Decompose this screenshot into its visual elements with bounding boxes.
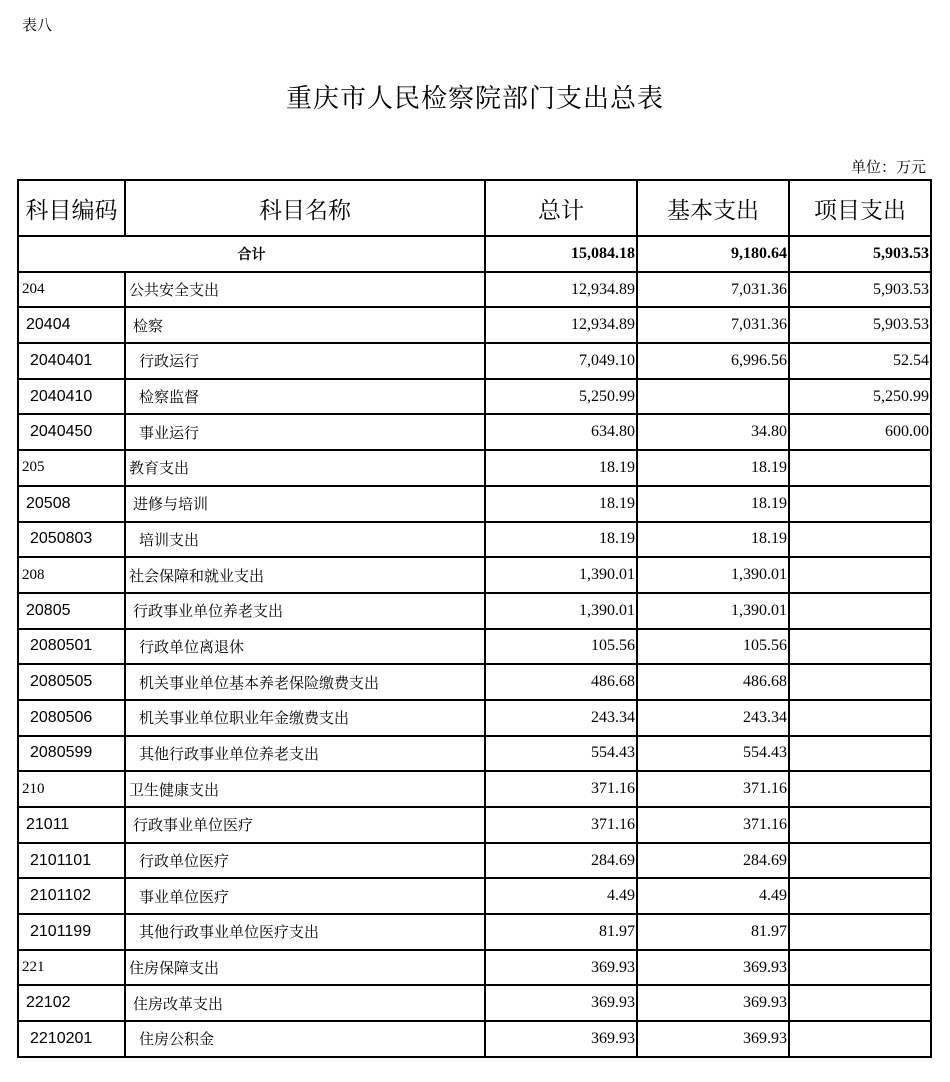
row-basic: 284.69 <box>637 843 789 879</box>
table-row <box>18 307 931 343</box>
table-row <box>18 629 931 665</box>
row-total: 105.56 <box>485 629 637 665</box>
row-basic <box>637 379 789 415</box>
row-code: 2040401 <box>18 343 125 379</box>
total-basic: 9,180.64 <box>637 236 789 272</box>
row-code: 2040410 <box>18 379 125 415</box>
row-project <box>789 771 931 807</box>
row-project <box>789 1021 931 1057</box>
header-basic: 基本支出 <box>637 180 789 236</box>
row-basic: 1,390.01 <box>637 557 789 593</box>
row-project <box>789 450 931 486</box>
row-name: 检察监督 <box>125 379 485 415</box>
row-project <box>789 629 931 665</box>
table-row <box>18 450 931 486</box>
table-row <box>18 843 931 879</box>
row-total: 371.16 <box>485 807 637 843</box>
row-name: 其他行政事业单位养老支出 <box>125 736 485 772</box>
row-basic: 34.80 <box>637 414 789 450</box>
row-basic: 369.93 <box>637 950 789 986</box>
row-total: 12,934.89 <box>485 307 637 343</box>
row-basic: 81.97 <box>637 914 789 950</box>
row-code: 2101199 <box>18 914 125 950</box>
row-project <box>789 914 931 950</box>
row-project: 52.54 <box>789 343 931 379</box>
row-code: 2080501 <box>18 629 125 665</box>
table-row <box>18 1021 931 1057</box>
row-basic: 18.19 <box>637 486 789 522</box>
row-code: 204 <box>18 272 125 308</box>
row-total: 369.93 <box>485 1021 637 1057</box>
row-code: 22102 <box>18 985 125 1021</box>
row-basic: 554.43 <box>637 736 789 772</box>
row-total: 7,049.10 <box>485 343 637 379</box>
row-code: 2080599 <box>18 736 125 772</box>
row-project <box>789 522 931 558</box>
row-name: 行政单位医疗 <box>125 843 485 879</box>
row-code: 208 <box>18 557 125 593</box>
row-name: 卫生健康支出 <box>125 771 485 807</box>
total-project: 5,903.53 <box>789 236 931 272</box>
table-row <box>18 557 931 593</box>
row-project <box>789 700 931 736</box>
header-row <box>18 180 931 236</box>
row-code: 20805 <box>18 593 125 629</box>
row-basic: 371.16 <box>637 771 789 807</box>
row-project <box>789 736 931 772</box>
row-code: 205 <box>18 450 125 486</box>
row-name: 培训支出 <box>125 522 485 558</box>
header-total: 总计 <box>485 180 637 236</box>
row-project <box>789 664 931 700</box>
table-row <box>18 736 931 772</box>
row-name: 其他行政事业单位医疗支出 <box>125 914 485 950</box>
row-basic: 369.93 <box>637 985 789 1021</box>
total-row <box>18 236 931 272</box>
row-basic: 6,996.56 <box>637 343 789 379</box>
row-basic: 4.49 <box>637 878 789 914</box>
table-row <box>18 950 931 986</box>
row-total: 634.80 <box>485 414 637 450</box>
row-project <box>789 985 931 1021</box>
row-name: 事业运行 <box>125 414 485 450</box>
row-total: 486.68 <box>485 664 637 700</box>
row-project <box>789 807 931 843</box>
table-row <box>18 985 931 1021</box>
row-code: 210 <box>18 771 125 807</box>
row-code: 20508 <box>18 486 125 522</box>
row-total: 554.43 <box>485 736 637 772</box>
row-project: 5,250.99 <box>789 379 931 415</box>
table-row <box>18 664 931 700</box>
row-name: 住房改革支出 <box>125 985 485 1021</box>
row-name: 行政单位离退休 <box>125 629 485 665</box>
row-basic: 18.19 <box>637 522 789 558</box>
row-project: 600.00 <box>789 414 931 450</box>
total-label: 合计 <box>18 236 485 272</box>
table-row <box>18 414 931 450</box>
row-basic: 7,031.36 <box>637 307 789 343</box>
row-total: 18.19 <box>485 522 637 558</box>
row-project <box>789 878 931 914</box>
table-row <box>18 343 931 379</box>
row-project: 5,903.53 <box>789 272 931 308</box>
row-name: 住房公积金 <box>125 1021 485 1057</box>
row-total: 1,390.01 <box>485 557 637 593</box>
table-row <box>18 379 931 415</box>
row-name: 事业单位医疗 <box>125 878 485 914</box>
row-total: 81.97 <box>485 914 637 950</box>
table-row <box>18 522 931 558</box>
row-code: 2080505 <box>18 664 125 700</box>
row-name: 行政事业单位养老支出 <box>125 593 485 629</box>
row-total: 1,390.01 <box>485 593 637 629</box>
row-total: 18.19 <box>485 486 637 522</box>
table-row <box>18 807 931 843</box>
row-name: 行政事业单位医疗 <box>125 807 485 843</box>
row-name: 检察 <box>125 307 485 343</box>
row-total: 371.16 <box>485 771 637 807</box>
row-code: 221 <box>18 950 125 986</box>
row-basic: 371.16 <box>637 807 789 843</box>
row-total: 5,250.99 <box>485 379 637 415</box>
row-name: 进修与培训 <box>125 486 485 522</box>
row-basic: 105.56 <box>637 629 789 665</box>
table-row <box>18 878 931 914</box>
table-row <box>18 771 931 807</box>
row-total: 369.93 <box>485 950 637 986</box>
row-total: 18.19 <box>485 450 637 486</box>
table-row <box>18 700 931 736</box>
row-project <box>789 950 931 986</box>
row-code: 2210201 <box>18 1021 125 1057</box>
row-basic: 243.34 <box>637 700 789 736</box>
row-basic: 369.93 <box>637 1021 789 1057</box>
table-row <box>18 914 931 950</box>
row-project <box>789 593 931 629</box>
table-row <box>18 486 931 522</box>
row-name: 教育支出 <box>125 450 485 486</box>
row-name: 行政运行 <box>125 343 485 379</box>
row-total: 12,934.89 <box>485 272 637 308</box>
table-number-tag: 表八 <box>22 16 53 34</box>
page-title: 重庆市人民检察院部门支出总表 <box>285 84 664 114</box>
row-basic: 1,390.01 <box>637 593 789 629</box>
row-code: 2101102 <box>18 878 125 914</box>
row-code: 2080506 <box>18 700 125 736</box>
row-code: 21011 <box>18 807 125 843</box>
unit-label: 单位：万元 <box>850 158 926 176</box>
row-project <box>789 557 931 593</box>
table-row <box>18 272 931 308</box>
row-project <box>789 843 931 879</box>
row-code: 20404 <box>18 307 125 343</box>
row-total: 284.69 <box>485 843 637 879</box>
row-total: 369.93 <box>485 985 637 1021</box>
row-basic: 7,031.36 <box>637 272 789 308</box>
expenditure-table <box>17 179 932 1058</box>
row-project: 5,903.53 <box>789 307 931 343</box>
row-name: 公共安全支出 <box>125 272 485 308</box>
row-code: 2040450 <box>18 414 125 450</box>
row-total: 243.34 <box>485 700 637 736</box>
row-basic: 486.68 <box>637 664 789 700</box>
row-project <box>789 486 931 522</box>
row-basic: 18.19 <box>637 450 789 486</box>
total-total: 15,084.18 <box>485 236 637 272</box>
header-name: 科目名称 <box>125 180 485 236</box>
row-name: 住房保障支出 <box>125 950 485 986</box>
table-row <box>18 593 931 629</box>
row-total: 4.49 <box>485 878 637 914</box>
row-code: 2101101 <box>18 843 125 879</box>
row-code: 2050803 <box>18 522 125 558</box>
row-name: 社会保障和就业支出 <box>125 557 485 593</box>
header-project: 项目支出 <box>789 180 931 236</box>
row-name: 机关事业单位基本养老保险缴费支出 <box>125 664 485 700</box>
row-name: 机关事业单位职业年金缴费支出 <box>125 700 485 736</box>
header-code: 科目编码 <box>18 180 125 236</box>
